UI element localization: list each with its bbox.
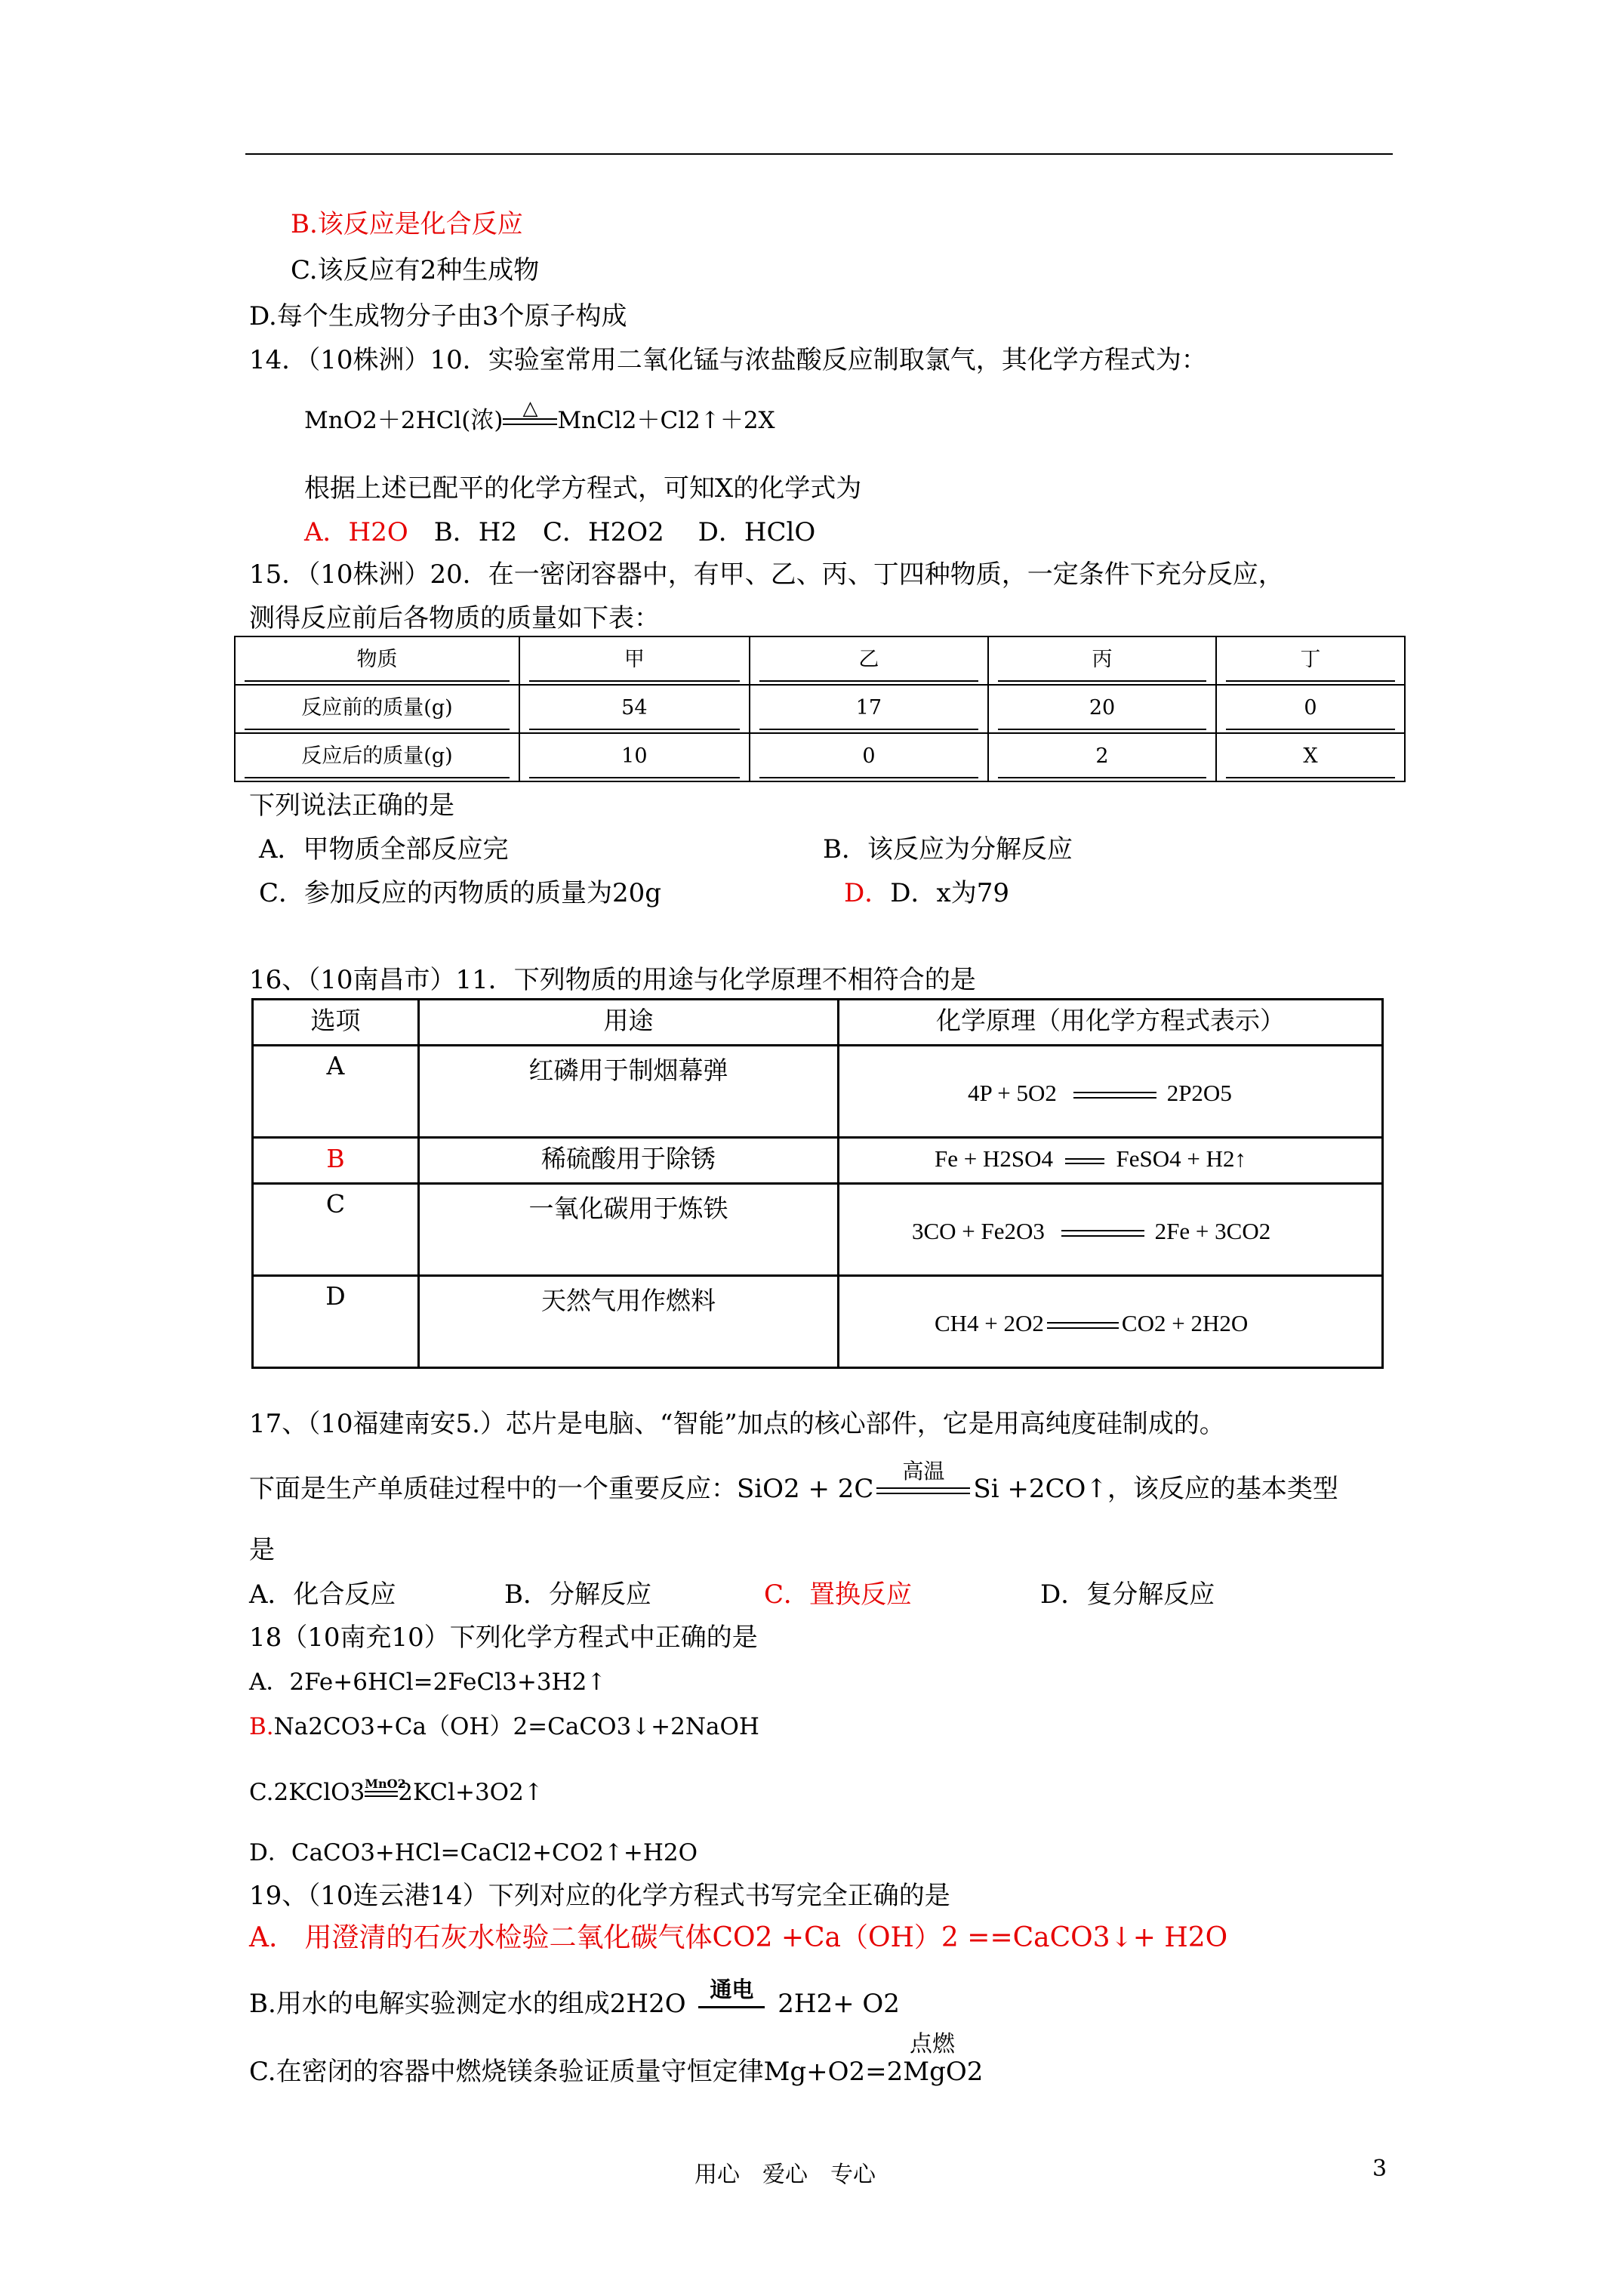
q19-b-eq-right: 2H2+ O2 [778, 1989, 900, 2019]
equation-left: CH4 + 2O2 [934, 1309, 1044, 1336]
q18-eq-condition: MnO2 [365, 1776, 406, 1791]
header-rule [245, 153, 1393, 155]
q15-option-c: C．参加反应的丙物质的质量为20g [259, 878, 662, 908]
q17-eq-right: Si +2CO↑，该反应的基本类型 [973, 1474, 1338, 1504]
q18-option-b [249, 1710, 759, 1743]
table-cell: 2 [998, 736, 1206, 778]
table-header-cell: 甲 [529, 639, 740, 682]
q15-prompt: 下列说法正确的是 [249, 791, 454, 821]
q18-option-d: D．CaCO3+HCl=CaCl2+CO2↑+H2O [249, 1839, 698, 1866]
page-number: 3 [1372, 2156, 1387, 2182]
table-header-cell: 物质 [245, 639, 510, 682]
equation-right: CO2 + 2H2O [1121, 1309, 1249, 1336]
table-cell: 稀硫酸用于除锈 [418, 1138, 838, 1184]
table-cell-equation [838, 1046, 1382, 1138]
table-cell: D [253, 1276, 419, 1368]
table-cell: B [253, 1138, 419, 1184]
table-cell: 0 [759, 736, 979, 778]
equation-right: 2Fe + 3CO2 [1154, 1217, 1271, 1244]
table-header-cell: 选项 [253, 1000, 419, 1046]
q15-option-d-text: D．x为79 [890, 878, 1009, 908]
table-header-cell: 丁 [1226, 639, 1395, 682]
table-row [253, 1276, 1383, 1368]
footer-motto: 用心 爱心 专心 [694, 2162, 876, 2188]
q13-option-d: D.每个生成物分子由3个原子构成 [249, 301, 627, 331]
q19-option-c: C.在密闭的容器中燃烧镁条验证质量守恒定律Mg+O2=2MgO2 [249, 2057, 984, 2087]
q18-eq-right: 2KCl+3O2↑ [398, 1779, 544, 1806]
q14-eq-left: MnO2＋2HCl(浓) [304, 407, 504, 434]
table-header-cell: 用途 [418, 1000, 838, 1046]
q15-mass-table [234, 636, 1406, 782]
q14-equation [304, 397, 775, 437]
q14-option-a: A．H2O [304, 517, 408, 547]
q19-b-eq-condition: 通电 [710, 1977, 754, 2002]
q15-option-a: A．甲物质全部反应完 [259, 834, 509, 864]
table-header-cell: 丙 [998, 639, 1206, 682]
q15-stem-line1: 15．（10株洲）20．在一密闭容器中，有甲、乙、丙、丁四种物质，一定条件下充分反应， [249, 559, 1284, 590]
q17-eq-left: 下面是生产单质硅过程中的一个重要反应：SiO2 + 2C [249, 1474, 874, 1504]
table-row [235, 685, 1405, 733]
q15-option-b: B．该反应为分解反应 [823, 834, 1073, 864]
q17-line2 [249, 1458, 1338, 1505]
table-cell: 20 [998, 688, 1206, 730]
q14-eq-right: MnCl2＋Cl2↑＋2X [557, 407, 775, 434]
q17-option-d: D．复分解反应 [1040, 1579, 1215, 1610]
table-cell: 反应后的质量(g) [245, 736, 510, 778]
q17-line3: 是 [249, 1535, 275, 1565]
table-cell: 红磷用于制烟幕弹 [418, 1046, 838, 1138]
table-row [235, 733, 1405, 781]
table-cell-equation [838, 1184, 1382, 1276]
q13-option-b: B.该反应是化合反应 [291, 209, 523, 239]
q18-stem: 18（10南充10）下列化学方程式中正确的是 [249, 1623, 758, 1653]
table-cell: 天然气用作燃料 [418, 1276, 838, 1368]
q14-eq-condition: △ [522, 397, 538, 420]
q13-option-c: C.该反应有2种生成物 [291, 255, 540, 285]
table-cell: 10 [529, 736, 740, 778]
q18-option-a: A．2Fe+6HCl=2FeCl3+3H2↑ [249, 1669, 607, 1696]
q19-option-b [249, 1977, 900, 2020]
equation-right: FeSO4 + H2↑ [1116, 1145, 1246, 1172]
q17-eq-sign [876, 1458, 970, 1494]
q17-eq-condition: 高温 [902, 1458, 945, 1484]
table-cell: X [1226, 736, 1395, 778]
q16-stem: 16、（10南昌市）11．下列物质的用途与化学原理不相符合的是 [249, 965, 976, 995]
q18-eq-sign [365, 1776, 406, 1797]
table-cell: 一氧化碳用于炼铁 [418, 1184, 838, 1276]
table-cell-equation [838, 1138, 1382, 1184]
q17-line1: 17、（10福建南安5.）芯片是电脑、“智能”加点的核心部件，它是用高纯度硅制成的。 [249, 1409, 1225, 1439]
table-cell: 0 [1226, 688, 1395, 730]
table-header-row [253, 1000, 1383, 1046]
q14-stem: 14．（10株洲）10．实验室常用二氧化锰与浓盐酸反应制取氯气，其化学方程式为： [249, 345, 1207, 375]
q16-usage-table [251, 998, 1384, 1369]
q17-option-a: A．化合反应 [249, 1579, 396, 1610]
table-row [253, 1184, 1383, 1276]
q18-option-c [249, 1776, 544, 1809]
equation-right: 2P2O5 [1166, 1079, 1232, 1106]
q15-option-d: D．D．x为79 [844, 878, 1009, 908]
q18-eq-left: C.2KClO3 [249, 1779, 365, 1806]
table-cell-equation [838, 1276, 1382, 1368]
q14-eq-sign [503, 397, 557, 425]
table-header-row [235, 636, 1405, 685]
q14-option-rest: B．H2 C．H2O2 D．HClO [433, 517, 816, 547]
table-header-cell: 化学原理（用化学方程式表示） [838, 1000, 1382, 1046]
table-header-cell: 乙 [759, 639, 979, 682]
table-cell: 54 [529, 688, 740, 730]
table-cell: 反应前的质量(g) [245, 688, 510, 730]
q18-option-b-label: B. [249, 1713, 274, 1740]
equation-left: Fe + H2SO4 [934, 1145, 1053, 1172]
q14-prompt: 根据上述已配平的化学方程式，可知X的化学式为 [304, 473, 862, 504]
q14-options [304, 516, 815, 549]
q19-b-eq-left: B.用水的电解实验测定水的组成2H2O [249, 1989, 686, 2019]
q19-b-eq-sign [694, 1977, 769, 2020]
table-cell: 17 [759, 688, 979, 730]
equation-left: 4P + 5O2 [967, 1079, 1057, 1106]
q15-stem-line2: 测得反应前后各物质的质量如下表： [249, 603, 660, 633]
q19-c-condition: 点燃 [910, 2031, 955, 2057]
table-row [253, 1138, 1383, 1184]
table-cell: C [253, 1184, 419, 1276]
q17-option-b: B．分解反应 [504, 1579, 651, 1610]
equation-left: 3CO + Fe2O3 [911, 1217, 1045, 1244]
q17-option-c: C．置换反应 [764, 1579, 913, 1610]
q19-stem: 19、（10连云港14）下列对应的化学方程式书写完全正确的是 [249, 1881, 950, 1911]
q19-option-a: A. 用澄清的石灰水检验二氧化碳气体CO2 +Ca（OH）2 ==CaCO3↓+ H2O [249, 1922, 1228, 1953]
table-row [253, 1046, 1383, 1138]
q18-option-b-text: Na2CO3+Ca（OH）2=CaCO3↓+2NaOH [273, 1713, 759, 1740]
table-cell: A [253, 1046, 419, 1138]
